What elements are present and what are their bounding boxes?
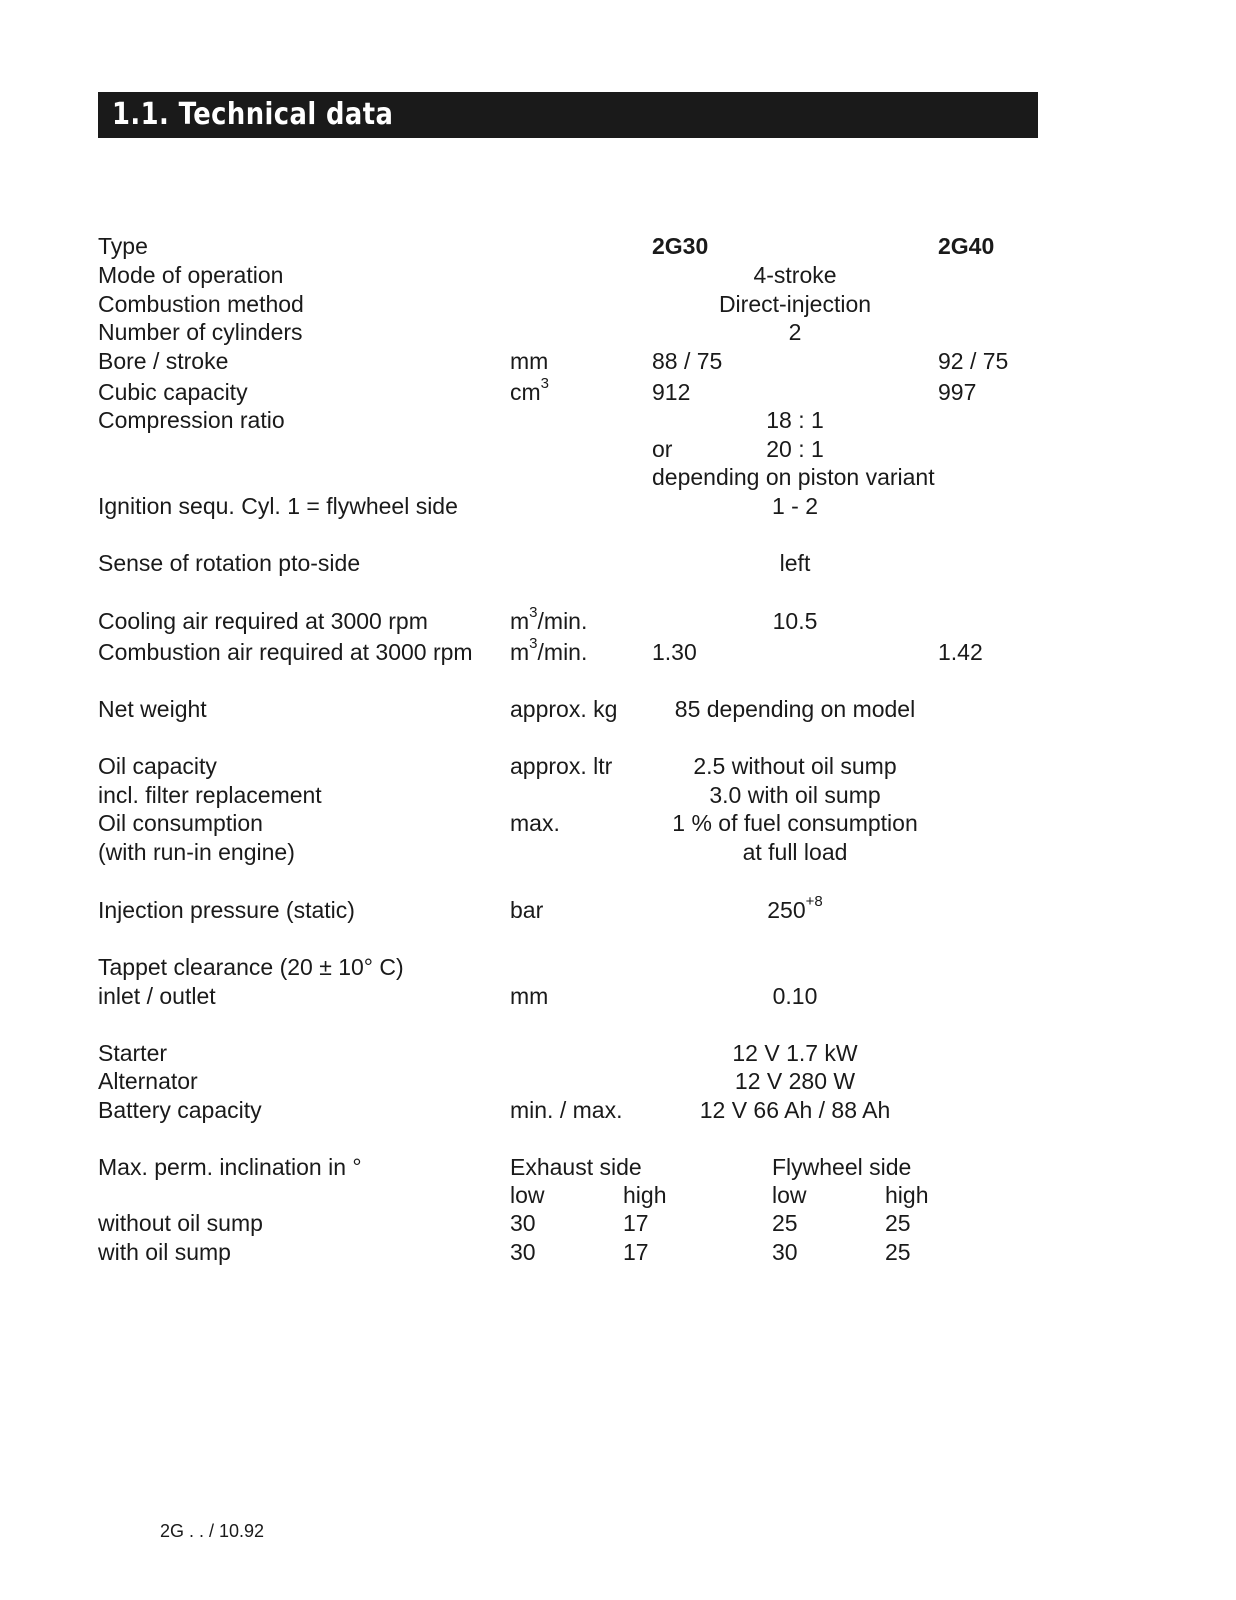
combustion-air-2g30: 1.30 bbox=[652, 639, 697, 665]
rotation-label: Sense of rotation pto-side bbox=[98, 550, 361, 576]
injection-label: Injection pressure (static) bbox=[98, 897, 355, 923]
section-title-bar bbox=[98, 92, 1038, 138]
combustion-value: Direct-injection bbox=[718, 291, 872, 317]
oil-capacity-value: 2.5 without oil sump bbox=[693, 753, 897, 779]
compression-or: or bbox=[652, 436, 673, 462]
type-label: Type bbox=[98, 233, 148, 259]
cylinders-label: Number of cylinders bbox=[98, 319, 303, 345]
cylinders-value: 2 bbox=[788, 319, 802, 345]
injection-value: $250^{+8}$ bbox=[767, 893, 823, 923]
bore-2g30: 88 / 75 bbox=[652, 348, 723, 374]
without-sump-fw-high: 25 bbox=[885, 1210, 911, 1236]
starter-value: 12 V 1.7 kW bbox=[732, 1040, 858, 1066]
bore-2g40: 92 / 75 bbox=[938, 348, 1009, 374]
page-footer: 2G . . / 10.92 bbox=[160, 1521, 265, 1541]
cooling-air-label: Cooling air required at 3000 rpm bbox=[98, 608, 428, 634]
compression-label: Compression ratio bbox=[98, 407, 285, 433]
oil-capacity-unit: approx. ltr bbox=[510, 753, 613, 779]
oil-capacity-label: Oil capacity bbox=[98, 753, 217, 779]
battery-label: Battery capacity bbox=[98, 1097, 262, 1123]
compression-value-2: 20 : 1 bbox=[766, 436, 824, 462]
battery-value: 12 V 66 Ah / 88 Ah bbox=[699, 1097, 891, 1123]
capacity-2g40: 997 bbox=[938, 379, 977, 405]
without-sump-label: without oil sump bbox=[98, 1210, 263, 1236]
cooling-air-value: 10.5 bbox=[772, 608, 818, 634]
inlet-unit: mm bbox=[510, 983, 549, 1009]
capacity-unit: $cm^3$ bbox=[510, 375, 550, 405]
oil-consumption-label: Oil consumption bbox=[98, 810, 263, 836]
alternator-label: Alternator bbox=[98, 1068, 198, 1094]
inlet-value: 0.10 bbox=[772, 983, 818, 1009]
oil-consumption-value: 1 % of fuel consumption bbox=[672, 810, 918, 836]
capacity-label: Cubic capacity bbox=[98, 379, 248, 405]
rotation-value: left bbox=[779, 550, 811, 576]
injection-unit: bar bbox=[510, 897, 544, 923]
model-2g30: 2G30 bbox=[652, 233, 709, 259]
ignition-label: Ignition sequ. Cyl. 1 = flywheel side bbox=[98, 493, 458, 519]
ignition-value: 1 - 2 bbox=[771, 493, 819, 519]
starter-label: Starter bbox=[98, 1040, 168, 1066]
battery-unit: min. / max. bbox=[510, 1097, 623, 1123]
mode-label: Mode of operation bbox=[98, 262, 284, 288]
with-sump-ex-high: 17 bbox=[623, 1239, 649, 1265]
combustion-air-label: Combustion air required at 3000 rpm bbox=[98, 639, 473, 665]
compression-value-1: 18 : 1 bbox=[766, 407, 824, 433]
run-in-label: (with run-in engine) bbox=[98, 839, 295, 865]
with-sump-fw-low: 30 bbox=[772, 1239, 798, 1265]
with-sump-ex-low: 30 bbox=[510, 1239, 536, 1265]
weight-label: Net weight bbox=[98, 696, 207, 722]
bore-unit: mm bbox=[510, 348, 549, 374]
filter-value: 3.0 with oil sump bbox=[709, 782, 881, 808]
with-sump-fw-high: 25 bbox=[885, 1239, 911, 1265]
weight-unit: approx. kg bbox=[510, 696, 618, 722]
capacity-2g30: 912 bbox=[652, 379, 691, 405]
model-2g40: 2G40 bbox=[938, 233, 995, 259]
flywheel-side-header: Flywheel side bbox=[772, 1154, 912, 1180]
cooling-air-unit: $m^3/\min$. bbox=[510, 604, 588, 634]
exhaust-high-header: high bbox=[623, 1182, 667, 1208]
inlet-label: inlet / outlet bbox=[98, 983, 216, 1009]
alternator-value: 12 V 280 W bbox=[734, 1068, 856, 1094]
combustion-air-unit: $m^3/\min$. bbox=[510, 635, 588, 665]
oil-consumption-unit: max. bbox=[510, 810, 560, 836]
without-sump-fw-low: 25 bbox=[772, 1210, 798, 1236]
tappet-label: Tappet clearance (20 ± 10° C) bbox=[98, 954, 404, 980]
combustion-air-2g40: 1.42 bbox=[938, 639, 983, 665]
section-title: 1.1. Technical data bbox=[112, 97, 394, 132]
exhaust-side-header: Exhaust side bbox=[510, 1154, 642, 1180]
compression-note: depending on piston variant bbox=[652, 464, 935, 490]
exhaust-low-header: low bbox=[510, 1182, 545, 1208]
bore-label: Bore / stroke bbox=[98, 348, 229, 374]
flywheel-high-header: high bbox=[885, 1182, 929, 1208]
without-sump-ex-high: 17 bbox=[623, 1210, 649, 1236]
filter-label: incl. filter replacement bbox=[98, 782, 322, 808]
weight-value: 85 depending on model bbox=[674, 696, 916, 722]
combustion-label: Combustion method bbox=[98, 291, 304, 317]
mode-value: 4-stroke bbox=[753, 262, 837, 288]
with-sump-label: with oil sump bbox=[98, 1239, 231, 1265]
run-in-value: at full load bbox=[742, 839, 848, 865]
inclination-label: Max. perm. inclination in ° bbox=[98, 1154, 362, 1180]
without-sump-ex-low: 30 bbox=[510, 1210, 536, 1236]
flywheel-low-header: low bbox=[772, 1182, 807, 1208]
